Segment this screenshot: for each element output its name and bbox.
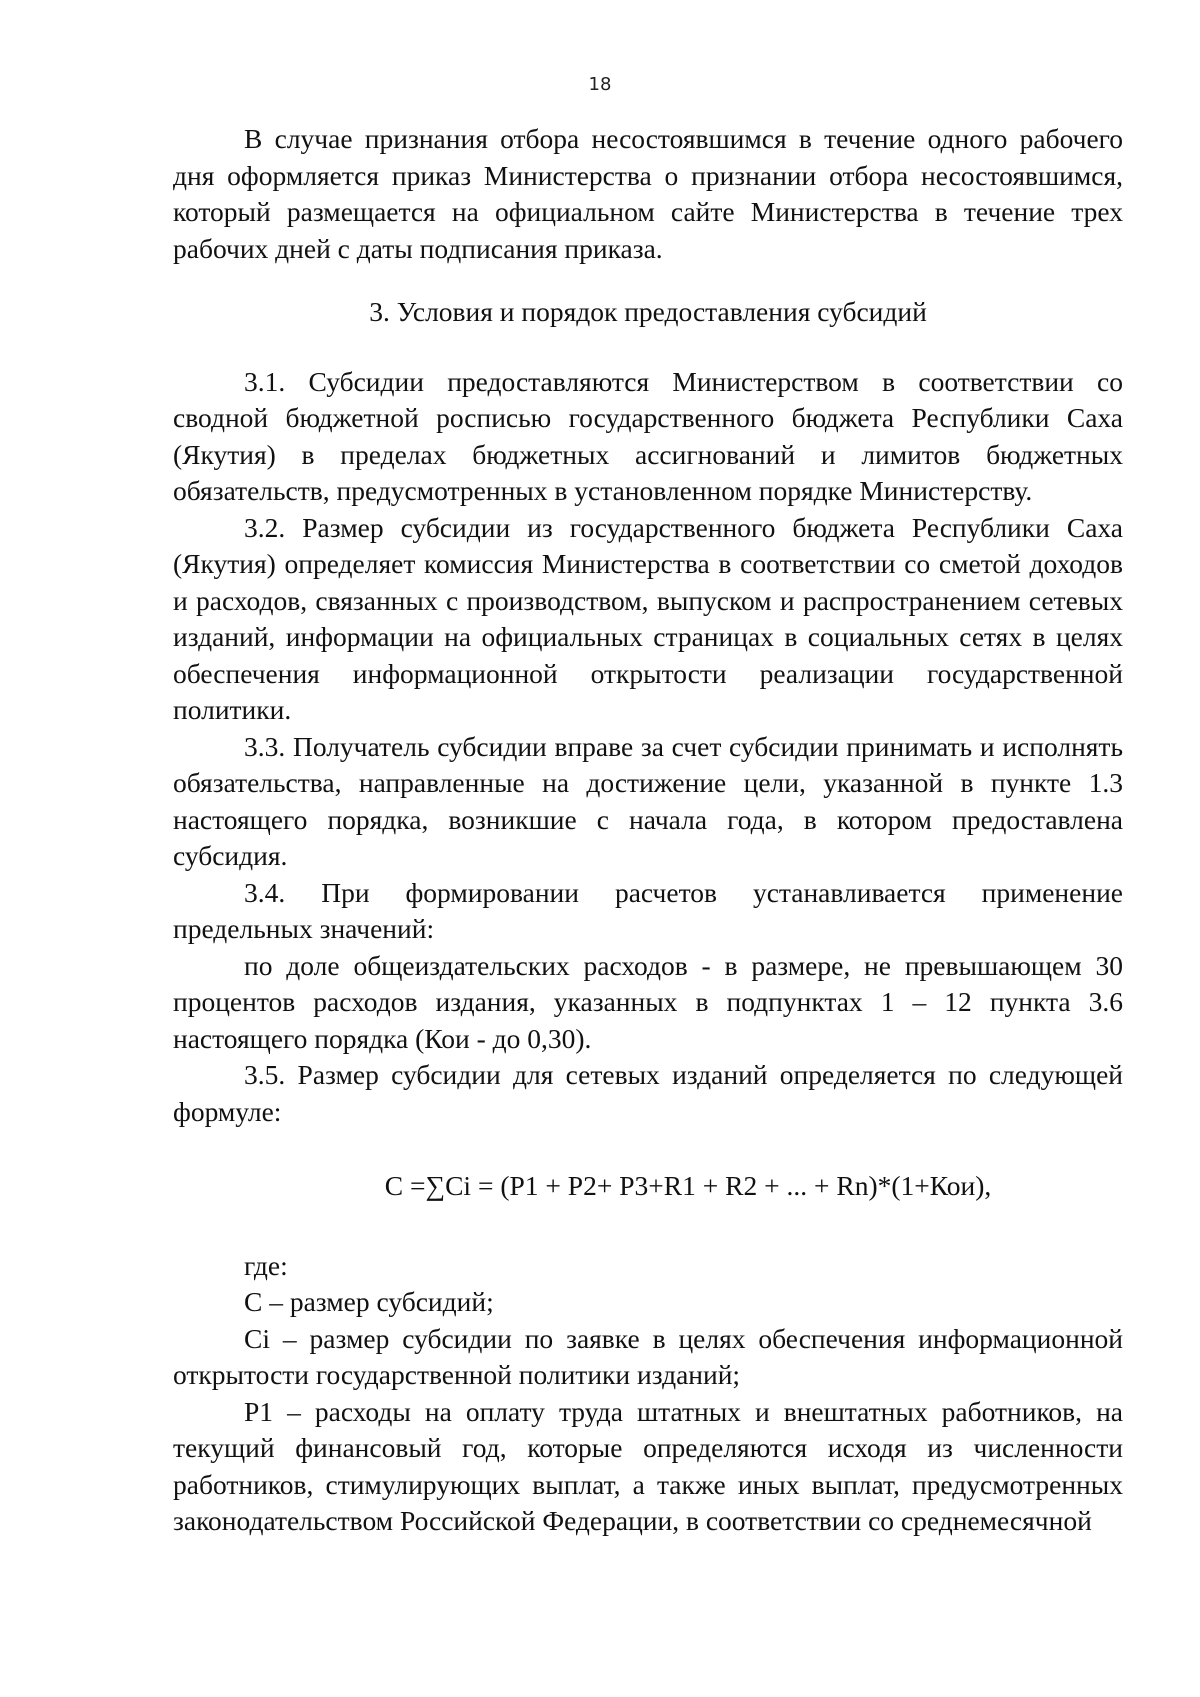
subsidy-formula: С =∑Ci = (Р1 + Р2+ Р3+R1 + R2 + ... + Rn)*(1+Кои), xyxy=(384,1170,992,1201)
where-label: где: xyxy=(244,1249,288,1281)
paragraph-3-3: 3.3. Получатель субсидии вправе за счет субсидии принимать и исполнять обязательства, направленные на достижение цели, указанной в пункте 1.3 настоящего порядка, возникшие с начала года, в котором предоставлена субсидия. xyxy=(173,730,1123,871)
definition-p1: Р1 – расходы на оплату труда штатных и внештатных работников, на текущий финансовый год, которые определяются исходя из численности работников, стимулирующих выплат, а также иных выплат, предусмотренных законодательством Российской Федерации, в соответствии со среднемесячной xyxy=(173,1395,1123,1536)
paragraph-3-4: 3.4. При формировании расчетов устанавливается применение предельных значений: xyxy=(173,876,1123,944)
paragraph-selection-failed: В случае признания отбора несостоявшимся в течение одного рабочего дня оформляется приказ Министерства о признании отбора несостоявшимся, который размещается на официальном сайте Министерства в течение трех рабочих дней с даты подписания приказа. xyxy=(173,123,1123,264)
paragraph-3-2: 3.2. Размер субсидии из государственного бюджета Республики Саха (Якутия) определяет комиссия Министерства в соответствии со сметой доходов и расходов, связанных с производством, выпуском и распространением сетевых изданий, информации на официальных страницах в социальных сетях в целях обеспечения информационной открытости реализации государственной политики. xyxy=(173,511,1123,725)
page-number: 18 xyxy=(588,74,612,95)
paragraph-3-5: 3.5. Размер субсидии для сетевых изданий определяется по следующей формуле: xyxy=(173,1059,1123,1127)
paragraph-3-4-detail: по доле общеиздательских расходов - в размере, не превышающем 30 процентов расходов издания, указанных в подпунктах 1 – 12 пункта 3.6 настоящего порядка (Кои - до 0,30). xyxy=(173,949,1123,1054)
section-heading: 3. Условия и порядок предоставления субсидий xyxy=(369,296,927,327)
definition-c: С – размер субсидий; xyxy=(244,1286,494,1317)
paragraph-3-1: 3.1. Субсидии предоставляются Министерством в соответствии со сводной бюджетной росписью государственного бюджета Республики Саха (Якутия) в пределах бюджетных ассигнований и лимитов бюджетных обязательств, предусмотренных в установленном порядке Министерству. xyxy=(173,365,1123,506)
definition-ci: Ci – размер субсидии по заявке в целях обеспечения информационной открытости государственной политики изданий; xyxy=(173,1322,1123,1390)
document-body xyxy=(173,121,1123,1540)
